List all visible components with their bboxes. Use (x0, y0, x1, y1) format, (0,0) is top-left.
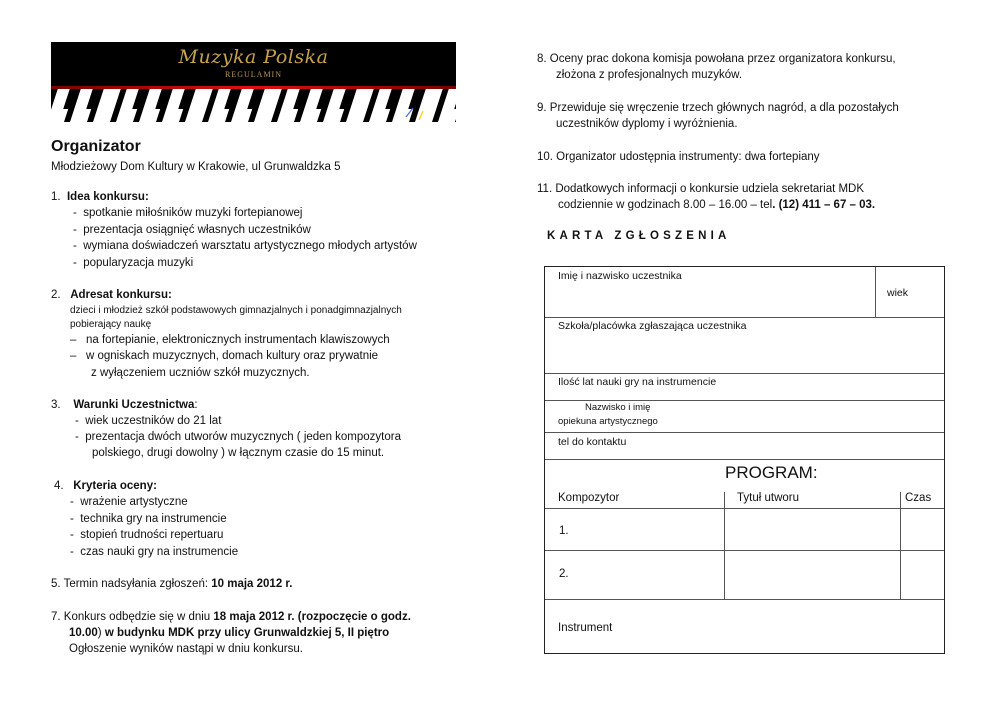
section-instruments: 10. Organizator udostępnia instrumenty: dwa fortepiany (537, 151, 820, 163)
conditions-item-continued: polskiego, drugi dowolny ) w łącznym czasie do 15 minut. (92, 447, 385, 459)
section-title: Adresat konkursu: (70, 289, 172, 301)
section-info-line2: codziennie w godzinach 8.00 – 16.00 – tel. (12) 411 – 67 – 03. (558, 199, 876, 211)
instrument-field[interactable]: Instrument (558, 622, 613, 634)
registration-form (544, 266, 945, 654)
section-title: Warunki Uczestnictwa (73, 399, 195, 411)
section-deadline: 5. Termin nadsyłania zgłoszeń: 10 maja 2012 r. (51, 578, 293, 590)
years-of-study-field[interactable]: Ilość lat nauki gry na instrumencie (558, 376, 717, 388)
section-conditions-heading: 3. Warunki Uczestnictwa: (51, 399, 198, 411)
event-date: 18 maja 2012 r. (rozpoczęcie o godz. (213, 611, 411, 623)
conditions-item: - wiek uczestników do 21 lat (75, 415, 222, 427)
list-item: - prezentacja osiągnięć własnych uczestników (73, 223, 311, 236)
organizer-text: Młodzieżowy Dom Kultury w Krakowie, ul Grunwaldzka 5 (51, 161, 341, 173)
section-audience-heading (51, 288, 172, 303)
tutor-field-label1[interactable]: Nazwisko i imię (585, 402, 651, 413)
program-heading: PROGRAM: (725, 463, 818, 482)
column-title: Tytuł utworu (737, 492, 799, 504)
banner-image (51, 42, 456, 122)
program-row-1[interactable]: 1. (559, 525, 569, 537)
section-criteria-heading (54, 479, 157, 494)
banner-subtitle: REGULAMIN (225, 70, 282, 79)
section-title: Kryteria oceny: (73, 480, 157, 492)
list-item: - wrażenie artystyczne (70, 496, 188, 508)
organizer-heading: Organizator (51, 138, 141, 155)
criteria-list (70, 495, 238, 560)
list-item: - stopień trudności repertuaru (70, 529, 224, 541)
section-prizes-line1: 9. Przewiduje się wręczenie trzech głównych nagród, a dla pozostałych (537, 102, 899, 114)
section-jury-line1: 8. Oceny prac dokona komisja powołana przez organizatora konkursu, (537, 53, 896, 65)
school-field[interactable]: Szkoła/placówka zgłaszająca uczestnika (558, 320, 747, 332)
list-item: - popularyzacja muzyki (73, 256, 194, 269)
column-time: Czas (905, 492, 932, 504)
section-number: 1. (51, 191, 61, 203)
section-number: 4. (54, 480, 64, 492)
form-heading: KARTA ZGŁOSZENIA (547, 230, 731, 242)
audience-item-continued: z wyłączeniem uczniów szkół muzycznych. (91, 367, 310, 379)
audience-intro-line1: dzieci i młodzież szkół podstawowych gimnazjalnych i ponadgimnazjalnych (70, 305, 402, 316)
section-event-line2: 10.00) w budynku MDK przy ulicy Grunwaldzkiej 5, II piętro (69, 627, 390, 639)
section-number: 3. (51, 399, 61, 411)
column-composer: Kompozytor (558, 492, 620, 504)
section-number: 2. (51, 289, 61, 301)
event-location: w budynku MDK przy ulicy Grunwaldzkiej 5, II piętro (104, 627, 390, 639)
audience-item: – na fortepianie, elektronicznych instrumentach klawiszowych (70, 334, 390, 346)
section-jury-line2: złożona z profesjonalnych muzyków. (556, 69, 743, 81)
section-idea-heading (51, 190, 149, 205)
section-prizes-line2: uczestników dyplomy i wyróżnienia. (556, 118, 738, 130)
audience-intro-line2: pobierający naukę (70, 319, 152, 330)
conditions-item: - prezentacja dwóch utworów muzycznych ( jeden kompozytora (75, 431, 401, 443)
program-row-2[interactable]: 2. (559, 568, 569, 580)
tutor-field-label2[interactable]: opiekuna artystycznego (558, 416, 658, 427)
section-event-line3: Ogłoszenie wyników nastąpi w dniu konkursu. (69, 643, 303, 655)
deadline-date: 10 maja 2012 r. (211, 578, 293, 590)
banner-title: Muzyka Polska (178, 46, 329, 68)
list-item: - wymiana doświadczeń warsztatu artystycznego młodych artystów (73, 240, 417, 252)
phone-field[interactable]: tel do kontaktu (558, 436, 627, 448)
participant-name-field[interactable]: Imię i nazwisko uczestnika (558, 270, 682, 282)
list-item: - czas nauki gry na instrumencie (70, 545, 239, 558)
section-info-line1: 11. Dodatkowych informacji o konkursie udziela sekretariat MDK (537, 183, 865, 195)
section-title: Idea konkursu: (66, 191, 149, 203)
idea-list (73, 206, 417, 271)
list-item: - spotkanie miłośników muzyki fortepianowej (73, 207, 303, 219)
audience-item: – w ogniskach muzycznych, domach kultury oraz prywatnie (70, 350, 379, 362)
list-item: - technika gry na instrumencie (70, 512, 227, 525)
section-event-line1: 7. Konkurs odbędzie się w dniu 18 maja 2012 r. (rozpoczęcie o godz. (51, 611, 411, 623)
age-field[interactable]: wiek (887, 287, 909, 299)
phone-number: . (12) 411 – 67 – 03. (772, 199, 876, 211)
